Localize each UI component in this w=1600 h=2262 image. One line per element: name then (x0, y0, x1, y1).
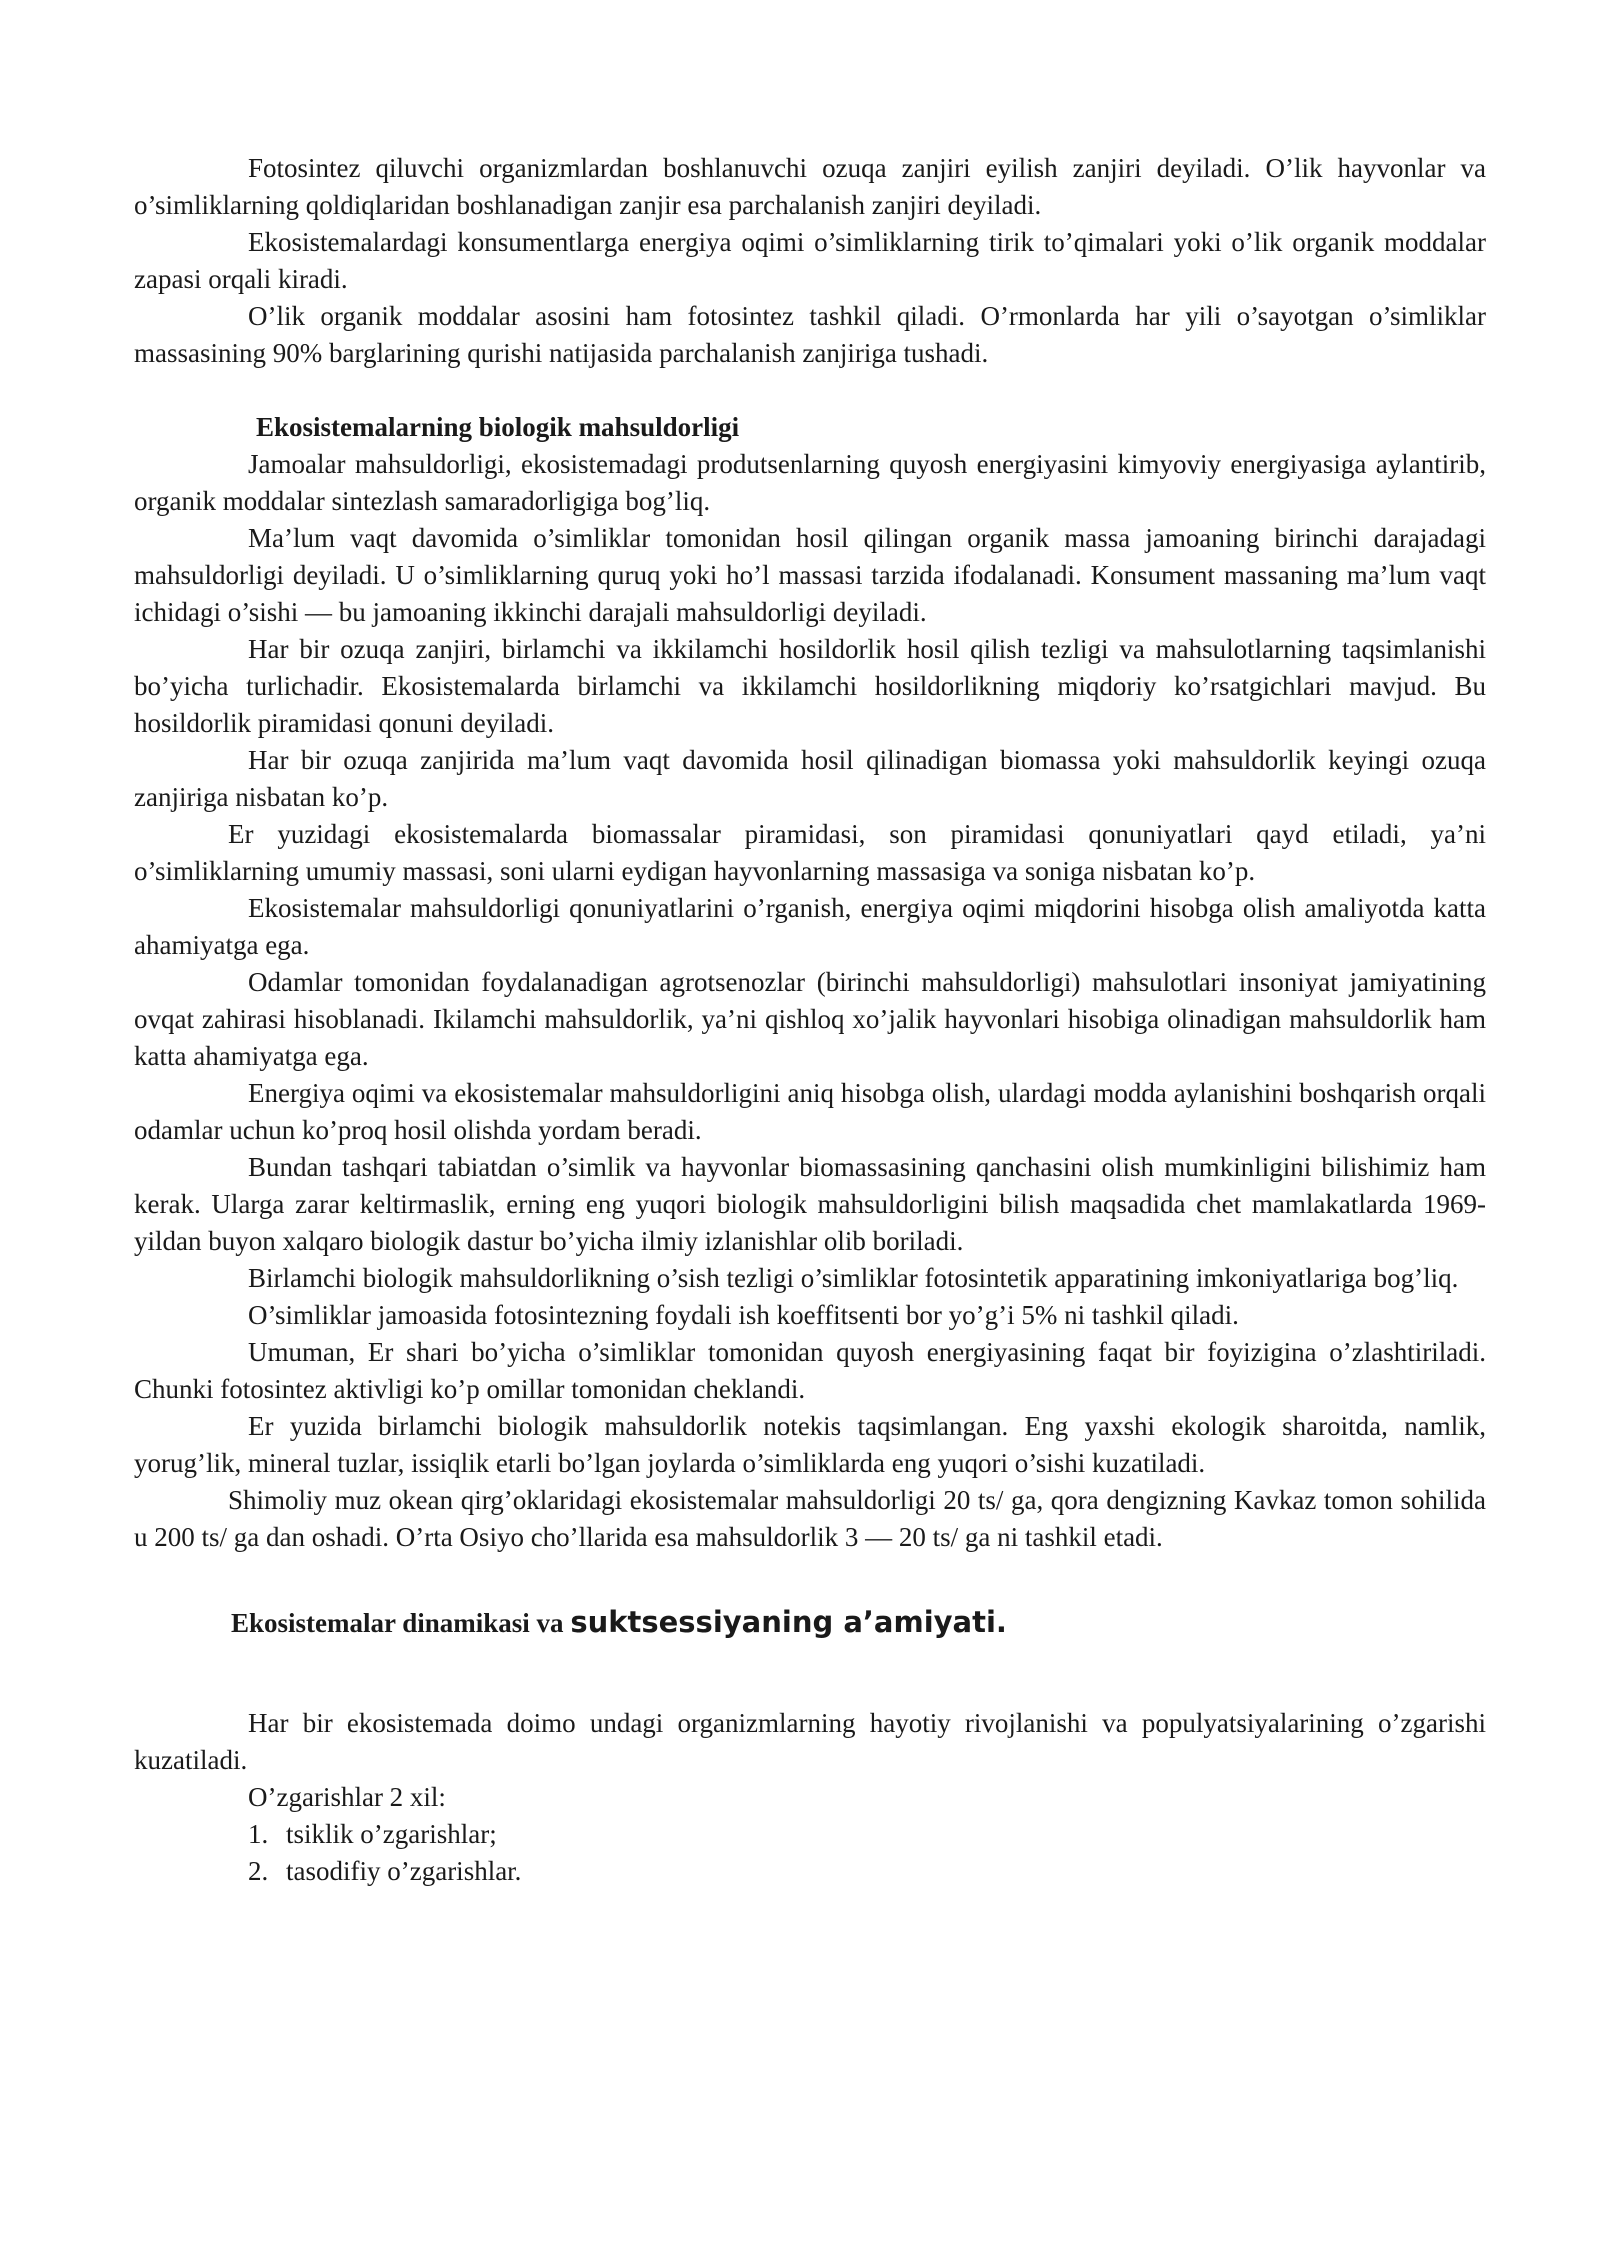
paragraph: Umuman, Er shari bo’yicha o’simliklar tomonidan quyosh energiyasining faqat bir foyizigina o’zlashtiriladi. Chunki fotosintez aktivligi ko’p omillar tomonidan cheklandi. (134, 1337, 1486, 1404)
paragraph: Bundan tashqari tabiatdan o’simlik va hayvonlar biomassasining qanchasini olish mumkinligini bilishimiz ham kerak. Ularga zarar keltirmaslik, erning eng yuqori biologik mahsuldorligini bilish maqsadida chet mamlakatlarda 1969-yildan buyon xalqaro biologik dastur bo’yicha ilmiy izlanishlar olib boriladi. (134, 1152, 1486, 1256)
paragraph: Er yuzidagi ekosistemalarda biomassalar piramidasi, son piramidasi qonuniyatlari qayd etiladi, ya’ni o’simliklarning umumiy massasi, soni ularni eydigan hayvonlarning massasiga va soniga nisbatan ko’p. (134, 819, 1486, 886)
list-number: 1. (248, 1819, 269, 1849)
paragraph: Ekosistemalar mahsuldorligi qonuniyatlarini o’rganish, energiya oqimi miqdorini hisobga olish amaliyotda katta ahamiyatga ega. (134, 893, 1486, 960)
paragraph: O’simliklar jamoasida fotosintezning foydali ish koeffitsenti bor yo’g’i 5% ni tashkil qiladi. (248, 1300, 1239, 1330)
changes-intro: O’zgarishlar 2 xil: (248, 1782, 446, 1812)
paragraph: Energiya oqimi va ekosistemalar mahsuldorligini aniq hisobga olish, ulardagi modda aylanishini boshqarish orqali odamlar uchun ko’proq hosil olishda yordam beradi. (134, 1078, 1486, 1145)
list-item (248, 1816, 1486, 1853)
paragraph: Har bir ozuqa zanjirida ma’lum vaqt davomida hosil qilinadigan biomassa yoki mahsuldorlik keyingi ozuqa zanjiriga nisbatan ko’p. (134, 745, 1486, 812)
paragraph: Jamoalar mahsuldorligi, ekosistemadagi produtsenlarning quyosh energiyasini kimyoviy energiyasiga aylantirib, organik moddalar sintezlash samaradorligiga bog’liq. (134, 449, 1486, 516)
paragraph: Fotosintez qiluvchi organizmlardan boshlanuvchi ozuqa zanjiri eyilish zanjiri deyiladi. O’lik hayvonlar va o’simliklarning qoldiqlaridan boshlanadigan zanjir esa parchalanish zanjiri deyiladi. (134, 153, 1486, 220)
paragraph: Ma’lum vaqt davomida o’simliklar tomonidan hosil qilingan organik massa jamoaning birinchi darajadagi mahsuldorligi deyiladi. U o’simliklarning quruq yoki ho’l massasi tarzida ifodalanadi. Konsument massaning ma’lum vaqt ichidagi o’sishi — bu jamoaning ikkinchi darajali mahsuldorligi deyiladi. (134, 523, 1486, 627)
changes-list (134, 1816, 1486, 1890)
paragraph: Birlamchi biologik mahsuldorlikning o’sish tezligi o’simliklar fotosintetik apparatining imkoniyatlariga bog’liq. (248, 1263, 1459, 1293)
list-text: tsiklik o’zgarishlar; (286, 1819, 497, 1849)
paragraph: Ekosistemalardagi konsumentlarga energiya oqimi o’simliklarning tirik to’qimalari yoki o’lik organik moddalar zapasi orqali kiradi. (134, 227, 1486, 294)
section-heading-dynamics (134, 1598, 1486, 1647)
document-page (134, 150, 1486, 1890)
list-item (248, 1853, 1486, 1890)
paragraph: Har bir ekosistemada doimo undagi organizmlarning hayotiy rivojlanishi va populyatsiyalarining o’zgarishi kuzatiladi. (134, 1708, 1486, 1775)
paragraph: O’lik organik moddalar asosini ham fotosintez tashkil qiladi. O’rmonlarda har yili o’sayotgan o’simliklar massasining 90% barglarining qurishi natijasida parchalanish zanjiriga tushadi. (134, 301, 1486, 368)
paragraph: Odamlar tomonidan foydalanadigan agrotsenozlar (birinchi mahsuldorligi) mahsulotlari insoniyat jamiyatining ovqat zahirasi hisoblanadi. Ikilamchi mahsuldorlik, ya’ni qishloq xo’jalik hayvonlari hisobiga olinadigan mahsuldorlik ham katta ahamiyatga ega. (134, 967, 1486, 1071)
heading-part: Ekosistemalar dinamikasi va (231, 1608, 571, 1638)
heading-part: suktsessiyaning a’amiyati. (570, 1605, 1007, 1639)
paragraph: Shimoliy muz okean qirg’oklaridagi ekosistemalar mahsuldorligi 20 ts/ ga, qora dengizning Kavkaz tomon sohilida u 200 ts/ ga dan oshadi. O’rta Osiyo cho’llarida esa mahsuldorlik 3 — 20 ts/ ga ni tashkil etadi. (134, 1485, 1486, 1552)
section-heading-productivity: Ekosistemalarning biologik mahsuldorligi (256, 412, 740, 442)
paragraph: Er yuzida birlamchi biologik mahsuldorlik notekis taqsimlangan. Eng yaxshi ekologik sharoitda, namlik, yorug’lik, mineral tuzlar, issiqlik etarli bo’lgan joylarda o’simliklarda eng yuqori o’sishi kuzatiladi. (134, 1411, 1486, 1478)
list-text: tasodifiy o’zgarishlar. (286, 1856, 522, 1886)
list-number: 2. (248, 1856, 269, 1886)
paragraph: Har bir ozuqa zanjiri, birlamchi va ikkilamchi hosildorlik hosil qilish tezligi va mahsulotlarning taqsimlanishi bo’yicha turlichadir. Ekosistemalarda birlamchi va ikkilamchi hosildorlikning miqdoriy ko’rsatgichlari mavjud. Bu hosildorlik piramidasi qonuni deyiladi. (134, 634, 1486, 738)
